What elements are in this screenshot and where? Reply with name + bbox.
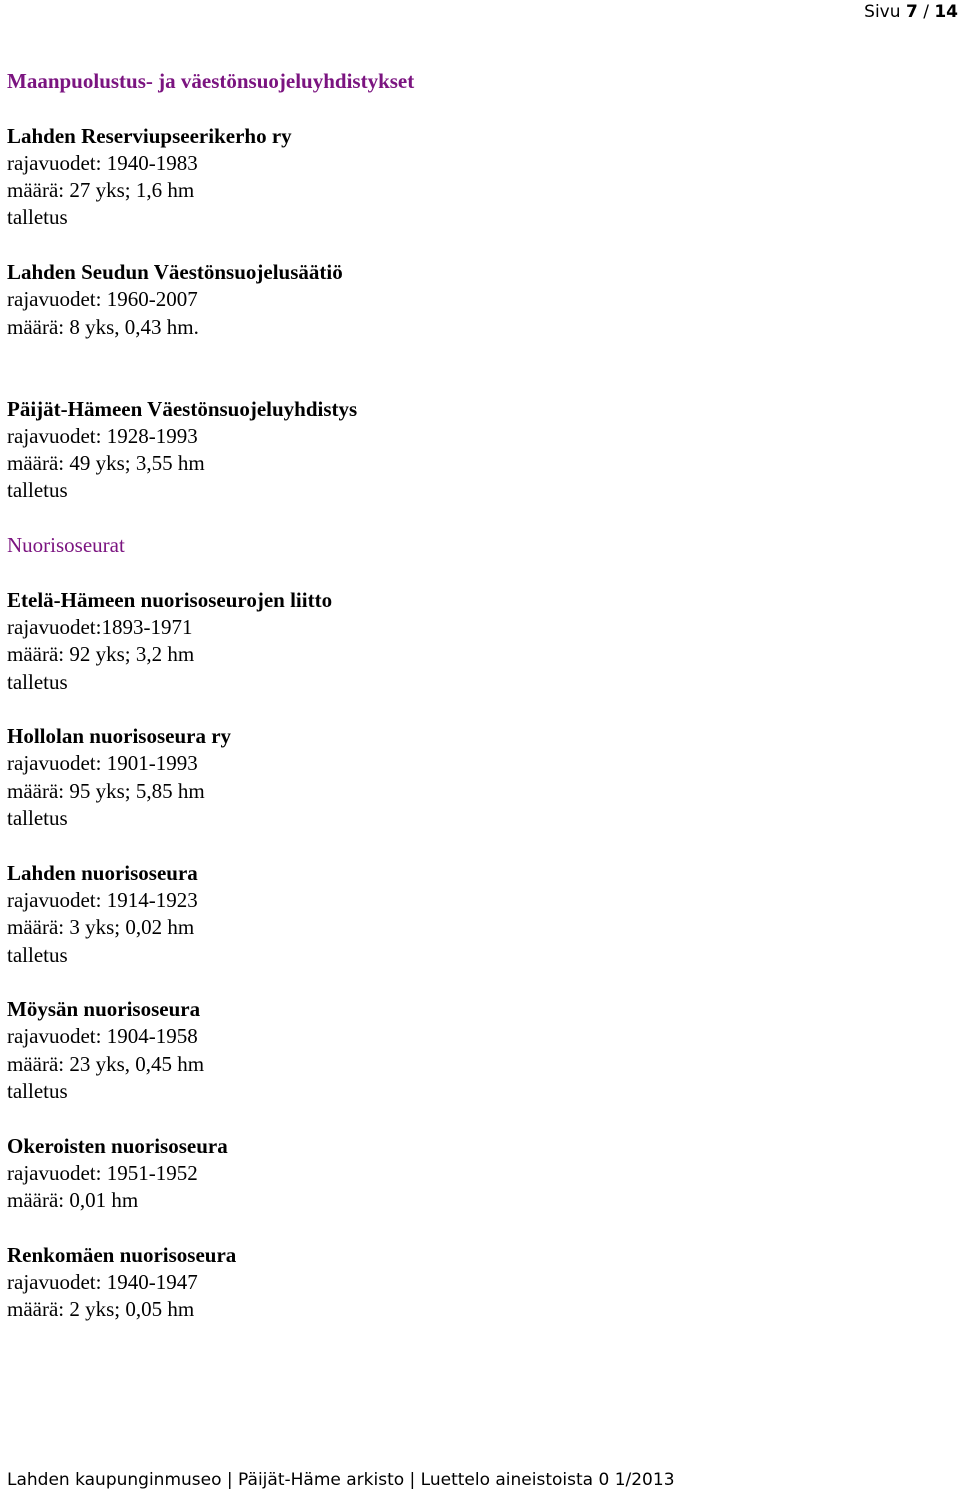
page-current: 7 (905, 2, 918, 22)
entry-name: Hollolan nuorisoseura ry (7, 724, 232, 749)
entry-range: rajavuodet:1893-1971 (7, 614, 193, 639)
entry-amount: määrä: 23 yks, 0,45 hm (7, 1051, 205, 1076)
entry-note: talletus (7, 669, 68, 694)
archive-entry (7, 1242, 947, 1324)
entry-amount: määrä: 92 yks; 3,2 hm (7, 642, 195, 667)
page-number (864, 0, 958, 24)
entry-name: Lahden Seudun Väestönsuojelusäätiö (7, 260, 343, 285)
entry-amount: määrä: 2 yks; 0,05 hm (7, 1297, 195, 1322)
entry-note: talletus (7, 806, 68, 831)
entry-name: Lahden Reserviupseerikerho ry (7, 123, 292, 148)
document-body (7, 68, 947, 1351)
entry-range: rajavuodet: 1904-1958 (7, 1024, 198, 1049)
archive-entry (7, 723, 947, 832)
entry-amount: määrä: 27 yks; 1,6 hm (7, 178, 195, 203)
archive-entry (7, 396, 947, 505)
archive-entry (7, 123, 947, 232)
entry-note: talletus (7, 478, 68, 503)
entry-name: Etelä-Hämeen nuorisoseurojen liitto (7, 587, 333, 612)
entry-name: Okeroisten nuorisoseura (7, 1133, 228, 1158)
entry-range: rajavuodet: 1928-1993 (7, 423, 198, 448)
entry-range: rajavuodet: 1960-2007 (7, 287, 198, 312)
entry-name: Renkomäen nuorisoseura (7, 1242, 237, 1267)
entry-range: rajavuodet: 1940-1983 (7, 150, 198, 175)
entry-range: rajavuodet: 1951-1952 (7, 1160, 198, 1185)
page-separator: / (923, 2, 929, 22)
section-heading-youth: Nuorisoseurat (7, 533, 125, 558)
archive-entry (7, 860, 947, 969)
page-footer: Lahden kaupunginmuseo | Päijät-Häme arkisto | Luettelo aineistoista 0 1/2013 (7, 1470, 675, 1490)
entry-name: Päijät-Hämeen Väestönsuojeluyhdistys (7, 396, 358, 421)
entry-amount: määrä: 0,01 hm (7, 1188, 139, 1213)
entry-amount: määrä: 3 yks; 0,02 hm (7, 915, 195, 940)
entry-amount: määrä: 8 yks, 0,43 hm. (7, 314, 199, 339)
page-prefix: Sivu (864, 2, 901, 22)
archive-entry (7, 587, 947, 696)
entry-range: rajavuodet: 1901-1993 (7, 751, 198, 776)
entry-note: talletus (7, 205, 68, 230)
entry-note: talletus (7, 942, 68, 967)
entry-name: Möysän nuorisoseura (7, 997, 201, 1022)
entry-amount: määrä: 49 yks; 3,55 hm (7, 451, 205, 476)
archive-entry (7, 996, 947, 1105)
entry-note: talletus (7, 1078, 68, 1103)
archive-entry (7, 259, 947, 341)
section-heading-defense: Maanpuolustus- ja väestönsuojeluyhdistykset (7, 69, 415, 93)
entry-name: Lahden nuorisoseura (7, 860, 198, 885)
entry-amount: määrä: 95 yks; 5,85 hm (7, 778, 205, 803)
archive-entry (7, 1133, 947, 1215)
page-total: 14 (934, 2, 958, 22)
entry-range: rajavuodet: 1914-1923 (7, 887, 198, 912)
entry-range: rajavuodet: 1940-1947 (7, 1270, 198, 1295)
